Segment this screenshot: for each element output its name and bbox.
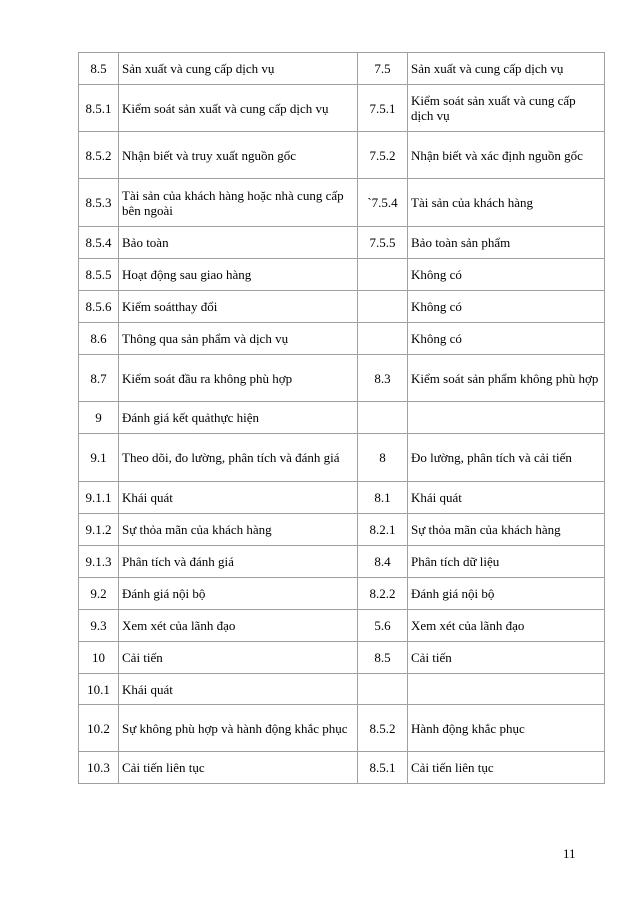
table-row bbox=[79, 132, 605, 179]
iso2008-clause-title: Xem xét của lãnh đạo bbox=[408, 610, 605, 642]
iso2008-clause-number: 8.4 bbox=[358, 546, 408, 578]
table-row bbox=[79, 291, 605, 323]
table-row bbox=[79, 355, 605, 402]
iso2008-clause-title: Phân tích dữ liệu bbox=[408, 546, 605, 578]
iso2015-clause-title: Khái quát bbox=[119, 482, 358, 514]
iso2008-clause-number bbox=[358, 323, 408, 355]
iso2015-clause-number: 9.1.3 bbox=[79, 546, 119, 578]
iso2015-clause-title: Kiểm soát sản xuất và cung cấp dịch vụ bbox=[119, 85, 358, 132]
iso2008-clause-title: Không có bbox=[408, 323, 605, 355]
iso2015-clause-title: Sự không phù hợp và hành động khắc phục bbox=[119, 705, 358, 752]
iso2015-clause-title: Tài sản của khách hàng hoặc nhà cung cấp bên ngoài bbox=[119, 179, 358, 227]
iso2008-clause-number: 7.5.2 bbox=[358, 132, 408, 179]
iso2008-clause-number: 8.2.1 bbox=[358, 514, 408, 546]
iso2015-clause-title: Bảo toàn bbox=[119, 227, 358, 259]
iso2015-clause-number: 8.5.3 bbox=[79, 179, 119, 227]
table-row bbox=[79, 610, 605, 642]
iso2008-clause-title: Đánh giá nội bộ bbox=[408, 578, 605, 610]
iso2015-clause-number: 8.5 bbox=[79, 53, 119, 85]
iso2008-clause-title bbox=[408, 402, 605, 434]
table-row bbox=[79, 402, 605, 434]
iso2015-clause-number: 8.5.5 bbox=[79, 259, 119, 291]
iso2015-clause-number: 8.5.6 bbox=[79, 291, 119, 323]
iso2008-clause-number: 8 bbox=[358, 434, 408, 482]
iso2008-clause-title: Tài sản của khách hàng bbox=[408, 179, 605, 227]
table-row bbox=[79, 578, 605, 610]
clause-mapping-table bbox=[78, 52, 605, 784]
iso2008-clause-title: Sự thỏa mãn của khách hàng bbox=[408, 514, 605, 546]
iso2015-clause-number: 8.5.4 bbox=[79, 227, 119, 259]
table-row bbox=[79, 674, 605, 705]
iso2015-clause-number: 9.1 bbox=[79, 434, 119, 482]
iso2015-clause-title: Hoạt động sau giao hàng bbox=[119, 259, 358, 291]
iso2015-clause-title: Nhận biết và truy xuất nguồn gốc bbox=[119, 132, 358, 179]
iso2008-clause-number: 8.5.1 bbox=[358, 752, 408, 784]
iso2015-clause-number: 10.1 bbox=[79, 674, 119, 705]
iso2015-clause-title: Đánh giá kết quảthực hiện bbox=[119, 402, 358, 434]
iso2008-clause-title: Khái quát bbox=[408, 482, 605, 514]
iso2015-clause-number: 10.2 bbox=[79, 705, 119, 752]
iso2015-clause-title: Cải tiến liên tục bbox=[119, 752, 358, 784]
table-row bbox=[79, 546, 605, 578]
iso2015-clause-title: Khái quát bbox=[119, 674, 358, 705]
page-number: 11 bbox=[563, 846, 576, 861]
iso2015-clause-title: Phân tích và đánh giá bbox=[119, 546, 358, 578]
iso2008-clause-title: Đo lường, phân tích và cải tiến bbox=[408, 434, 605, 482]
iso2008-clause-number: `7.5.4 bbox=[358, 179, 408, 227]
table-row bbox=[79, 434, 605, 482]
table-row bbox=[79, 227, 605, 259]
iso2015-clause-number: 9.1.2 bbox=[79, 514, 119, 546]
iso2008-clause-title: Hành động khắc phục bbox=[408, 705, 605, 752]
iso2008-clause-title bbox=[408, 674, 605, 705]
table-row bbox=[79, 323, 605, 355]
iso2008-clause-number: 8.5.2 bbox=[358, 705, 408, 752]
table-row bbox=[79, 752, 605, 784]
iso2008-clause-title: Không có bbox=[408, 291, 605, 323]
iso2008-clause-title: Không có bbox=[408, 259, 605, 291]
table-row bbox=[79, 85, 605, 132]
iso2008-clause-number: 7.5 bbox=[358, 53, 408, 85]
table-row bbox=[79, 259, 605, 291]
iso2015-clause-title: Xem xét của lãnh đạo bbox=[119, 610, 358, 642]
iso2015-clause-title: Kiểm soátthay đổi bbox=[119, 291, 358, 323]
iso2008-clause-title: Bảo toàn sản phẩm bbox=[408, 227, 605, 259]
iso2015-clause-number: 8.5.2 bbox=[79, 132, 119, 179]
iso2015-clause-title: Theo dõi, đo lường, phân tích và đánh giá bbox=[119, 434, 358, 482]
iso2008-clause-number bbox=[358, 259, 408, 291]
iso2008-clause-title: Nhận biết và xác định nguồn gốc bbox=[408, 132, 605, 179]
iso2015-clause-number: 9.1.1 bbox=[79, 482, 119, 514]
iso2015-clause-title: Kiểm soát đầu ra không phù hợp bbox=[119, 355, 358, 402]
table-row bbox=[79, 705, 605, 752]
table-row bbox=[79, 53, 605, 85]
iso2015-clause-number: 8.6 bbox=[79, 323, 119, 355]
iso2015-clause-title: Thông qua sản phẩm và dịch vụ bbox=[119, 323, 358, 355]
iso2008-clause-number bbox=[358, 402, 408, 434]
iso2008-clause-number: 8.3 bbox=[358, 355, 408, 402]
iso2008-clause-number: 8.5 bbox=[358, 642, 408, 674]
table-row bbox=[79, 482, 605, 514]
iso2008-clause-number: 8.1 bbox=[358, 482, 408, 514]
iso2015-clause-title: Đánh giá nội bộ bbox=[119, 578, 358, 610]
iso2008-clause-number: 7.5.1 bbox=[358, 85, 408, 132]
iso2008-clause-number: 7.5.5 bbox=[358, 227, 408, 259]
iso2015-clause-number: 9.2 bbox=[79, 578, 119, 610]
table-row bbox=[79, 642, 605, 674]
iso2015-clause-title: Cải tiến bbox=[119, 642, 358, 674]
table-body bbox=[79, 53, 605, 784]
iso2015-clause-number: 9.3 bbox=[79, 610, 119, 642]
iso2008-clause-title: Cải tiến bbox=[408, 642, 605, 674]
iso2008-clause-number bbox=[358, 674, 408, 705]
iso2008-clause-title: Cải tiến liên tục bbox=[408, 752, 605, 784]
table-row bbox=[79, 514, 605, 546]
iso2008-clause-number bbox=[358, 291, 408, 323]
iso2015-clause-title: Sự thỏa mãn của khách hàng bbox=[119, 514, 358, 546]
iso2008-clause-number: 8.2.2 bbox=[358, 578, 408, 610]
iso2008-clause-title: Sản xuất và cung cấp dịch vụ bbox=[408, 53, 605, 85]
iso2015-clause-title: Sản xuất và cung cấp dịch vụ bbox=[119, 53, 358, 85]
iso2015-clause-number: 10.3 bbox=[79, 752, 119, 784]
iso2015-clause-number: 8.7 bbox=[79, 355, 119, 402]
iso2015-clause-number: 8.5.1 bbox=[79, 85, 119, 132]
iso2008-clause-title: Kiểm soát sản xuất và cung cấp dịch vụ bbox=[408, 85, 605, 132]
iso2008-clause-number: 5.6 bbox=[358, 610, 408, 642]
iso2015-clause-number: 9 bbox=[79, 402, 119, 434]
iso2008-clause-title: Kiểm soát sản phẩm không phù hợp bbox=[408, 355, 605, 402]
iso2015-clause-number: 10 bbox=[79, 642, 119, 674]
table-row bbox=[79, 179, 605, 227]
